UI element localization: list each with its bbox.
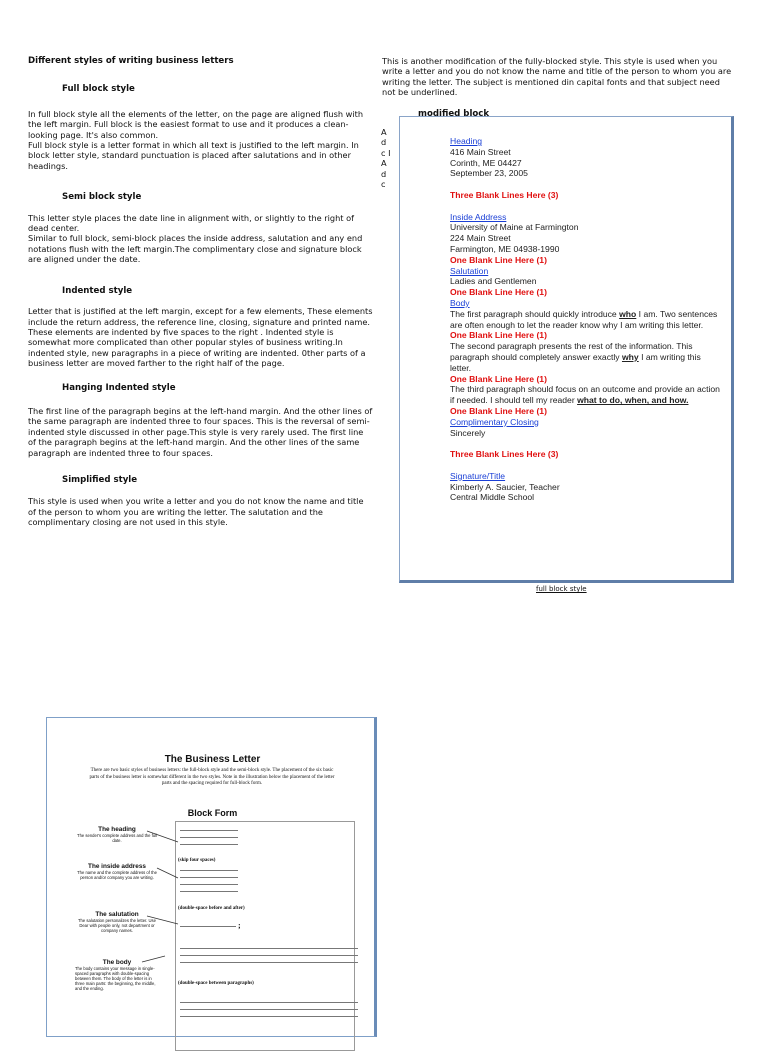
clipped-text-fragment: A d c I A d c — [381, 127, 391, 190]
heading-label: Heading — [450, 136, 483, 146]
one-blank-line-note: One Blank Line Here (1) — [450, 373, 547, 384]
section-body-simplified: This style is used when you write a letter and you do not know the name and title of the person to whom you are writing the letter. The salutation and the complimentary closing are not used in this style. — [28, 496, 364, 528]
one-blank-line-note: One Blank Line Here (1) — [450, 254, 547, 265]
salutation-colon: ; — [238, 921, 241, 930]
block-form-title: Block Form — [187, 808, 238, 818]
figure-caption: full block style — [536, 585, 587, 593]
section-title-indented: Indented style — [62, 285, 133, 296]
left-column — [28, 56, 373, 528]
one-blank-line-note: One Blank Line Here (1) — [450, 405, 547, 416]
section-body-hanging: The first line of the paragraph begins at the left-hand margin. And the other lines of the same paragraph are indented three to four spaces. This is the reversal of semi-indented style discussed in other page.This style is very rarely used. The first line of the paragraph begins at the left-hand margin. And the other lines of the same paragraph are indented three to four spaces. — [28, 405, 373, 458]
part-heading: The heading The sender's complete address and the full date. — [77, 826, 157, 843]
part-body: The body The body contains your message in single-spaced paragraphs with double-spacing between them. The body of the letter is in three main parts: the beginning, the middle, and the ending. — [75, 959, 156, 991]
section-title-simplified: Simplified style — [62, 474, 138, 485]
modified-block-title: modified block — [418, 109, 490, 119]
inside-address-line: 224 Main Street — [450, 233, 511, 244]
salutation-label: Salutation — [450, 265, 489, 276]
sample-letter — [450, 136, 720, 503]
double-space-note: (double-space before and after) — [178, 906, 245, 911]
modified-block-intro: This is another modification of the fully-blocked style. This style is used when you write a letter and you do not know the name and title of the person to whom you are writing the letter. The subject is mentioned din capital fonts and that subject need not be underlined. — [382, 56, 732, 98]
inside-address-line: University of Maine at Farmington — [450, 222, 579, 233]
salutation-text: Ladies and Gentlemen — [450, 276, 537, 287]
business-letter-title: The Business Letter — [164, 754, 261, 765]
business-letter-image — [46, 717, 377, 1037]
closing-text: Sincerely — [450, 427, 486, 438]
inside-address-label: Inside Address — [450, 211, 507, 222]
heading-line: September 23, 2005 — [450, 168, 528, 179]
inside-address-line: Farmington, ME 04938-1990 — [450, 243, 560, 254]
body-paragraph-3: The third paragraph should focus on an outcome and provide an action if needed. I should tell my reader what to do, when, and how. — [450, 384, 720, 406]
section-title-full-block: Full block style — [62, 84, 135, 95]
body-label: Body — [450, 297, 470, 308]
business-letter-intro: There are two basic styles of business letters: the full-block style and the semi-block style. The placement of the six basic parts of the business letter is somewhat different in the two styles. Note in the illustration below the placement of the letter parts and the spacing required for full-block form. — [89, 768, 335, 787]
one-blank-line-note: One Blank Line Here (1) — [450, 287, 547, 298]
skip-four-spaces-note: (skip four spaces) — [178, 858, 216, 863]
signature-line: Central Middle School — [450, 492, 535, 503]
body-paragraph-1: The first paragraph should quickly introduce who I am. Two sentences are often enough to let the reader know why I am writing this letter. — [450, 308, 718, 330]
body-paragraph-2: The second paragraph presents the rest of the information. This paragraph should completely answer exactly why I am writing this letter. — [450, 341, 701, 373]
section-body-indented: Letter that is justified at the left margin, except for a few elements, These elements include the return address, the reference line, closing, signature and printed name. These elements are indented by five spaces to the right . Indented style is somewhat more complicated than other popular styles of business writing.In indented style, new paragraphs in a piece of writing are indented. 0ther parts of a business letter are moved farther to the right half of the page. — [28, 306, 373, 369]
three-blank-lines-note: Three Blank Lines Here (3) — [450, 189, 559, 200]
part-inside-address: The inside address The name and the complete address of the person and/or company you are writing. — [77, 863, 157, 880]
signature-label: Signature/Title — [450, 470, 506, 481]
section-title-hanging: Hanging Indented style — [62, 382, 176, 393]
heading-line: Corinth, ME 04427 — [450, 157, 522, 168]
one-blank-line-note: One Blank Line Here (1) — [450, 330, 547, 341]
connector-arrows — [47, 718, 378, 1038]
three-blank-lines-note: Three Blank Lines Here (3) — [450, 449, 559, 460]
closing-label: Complimentary Closing — [450, 416, 539, 427]
document-heading: Different styles of writing business letters — [28, 56, 234, 66]
double-space-between-note: (double-space between paragraphs) — [178, 981, 254, 986]
signature-line: Kimberly A. Saucier, Teacher — [450, 481, 560, 492]
section-body-semi-block: This letter style places the date line in alignment with, or slightly to the right of dead center. Similar to full block, semi-block places the inside address, salutation and any end notations flush with the left margin.The complimentary close and signature block are aligned under the date. — [28, 212, 363, 265]
section-body-full-block: In full block style all the elements of the letter, on the page are aligned flush with the left margin. Full block is the easiest format to use and it produces a clean-looking page. It's also common. Full block style is a letter format in which all text is justified to the left margin. In block letter style, standard punctuation is placed after salutations and in other headings. — [28, 108, 364, 171]
heading-line: 416 Main Street — [450, 146, 511, 157]
part-salutation: The salutation The salutation personalizes the letter. Use Dear with people only, not department or company names. — [78, 911, 156, 933]
section-title-semi-block: Semi block style — [62, 192, 142, 203]
